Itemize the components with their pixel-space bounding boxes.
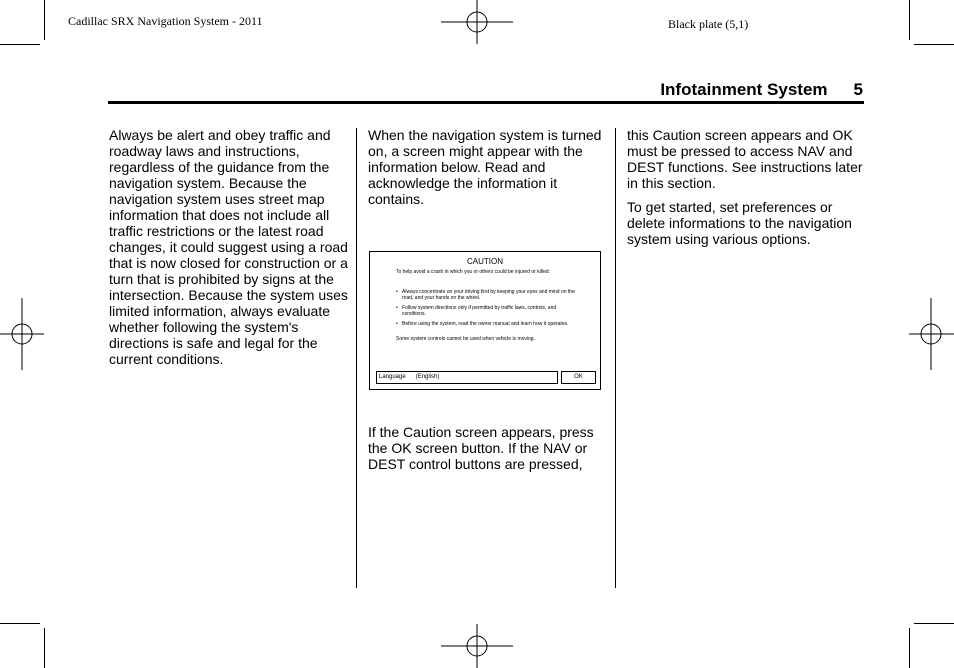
caution-title: CAUTION: [467, 257, 503, 266]
registration-target-top: [441, 0, 513, 44]
language-label: Language: [379, 374, 406, 380]
column-2-continued: [368, 424, 608, 480]
caution-bullets: [396, 289, 576, 331]
paragraph: To get started, set preferences or delete informations to the navigation system using various options.: [627, 199, 852, 247]
registration-target-bottom: [441, 624, 513, 668]
column-1: [109, 127, 349, 375]
section-title: Infotainment System: [660, 80, 828, 99]
language-value: (English): [415, 374, 440, 380]
caution-bullet: • Follow system directions only if permitted by traffic laws, controls, and conditions.: [396, 305, 576, 317]
caution-screen-illustration: [369, 251, 601, 390]
paragraph: When the navigation system is turned on, a screen might appear with the information below. Read and acknowledge the information it contains.: [368, 127, 602, 207]
print-header-right: Black plate (5,1): [668, 17, 749, 31]
paragraph: this Caution screen appears and OK must be pressed to access NAV and DEST functions. See instructions later in this section.: [627, 127, 863, 191]
column-2: [368, 127, 608, 215]
language-button: [376, 371, 558, 384]
registration-target-right: [909, 298, 954, 370]
paragraph: Always be alert and obey traffic and roadway laws and instructions, regardless of the guidance from the navigation system. Because the navigation system uses street map information that does not include all traffic restrictions or the latest road changes, it could suggest using a road that is now closed for construction or a turn that is prohibited by signs at the intersection. Because the system uses limited information, always evaluate whether following the system's directions is safe and legal for the current conditions.: [109, 127, 348, 367]
caution-intro: To help avoid a crash in which you or others could be injured or killed:: [396, 269, 550, 275]
print-header-left: Cadillac SRX Navigation System - 2011: [68, 14, 263, 28]
column-divider: [615, 128, 616, 588]
caution-note: Some system controls cannot be used when vehicle is moving.: [396, 336, 535, 342]
column-divider: [356, 128, 357, 588]
page-number: 5: [853, 80, 863, 99]
column-3: [627, 127, 867, 255]
heading-rule: [108, 101, 864, 104]
section-heading: [600, 80, 863, 100]
ok-button: OK: [561, 371, 596, 384]
registration-target-left: [0, 298, 44, 370]
caution-bullet: • Always concentrate on your driving first by keeping your eyes and mind on the road, and your hands on the wheel.: [396, 289, 576, 301]
paragraph: If the Caution screen appears, press the OK screen button. If the NAV or DEST control buttons are pressed,: [368, 424, 594, 472]
caution-bullet: • Before using the system, read the owner manual and learn how it operates.: [396, 321, 576, 327]
